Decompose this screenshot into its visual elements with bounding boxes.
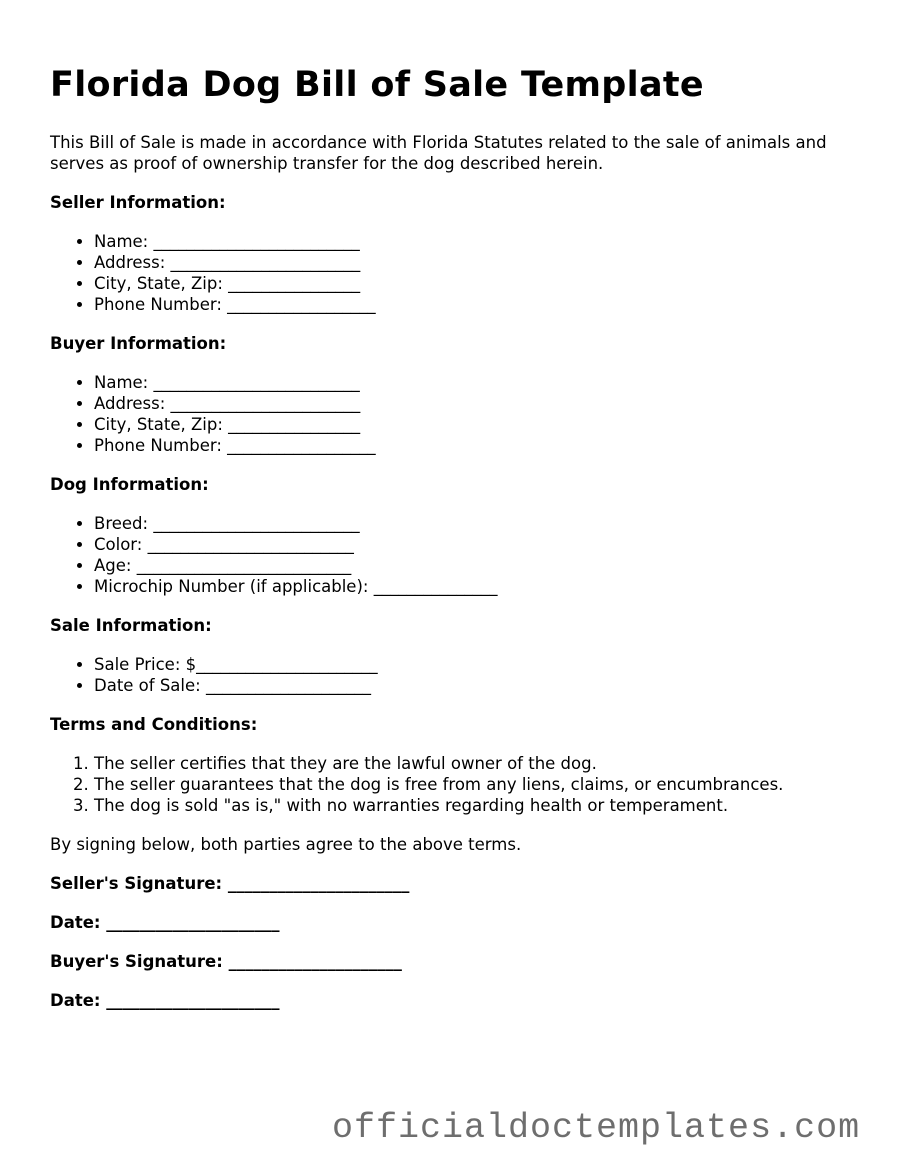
buyer-info-list	[50, 372, 870, 456]
blank-line[interactable]: ______________________	[227, 874, 410, 893]
blank-line[interactable]: _________________________	[153, 232, 360, 251]
intro-paragraph: This Bill of Sale is made in accordance with Florida Statutes related to the sale of animals and serves as proof of ownership transfer for the dog described herein.	[50, 133, 827, 173]
blank-line[interactable]: __________________	[227, 436, 376, 455]
seller-info-list	[50, 231, 870, 315]
buyer-phone-field: • Phone Number: __________________	[94, 435, 870, 456]
terms-list	[50, 753, 870, 816]
blank-line[interactable]: _______________	[373, 577, 498, 596]
sale-price-field: • Sale Price: $______________________	[94, 654, 870, 675]
page-title: Florida Dog Bill of Sale Template	[50, 65, 704, 105]
term-item: 3. The dog is sold "as is," with no warranties regarding health or temperament.	[94, 795, 870, 816]
seller-info-heading: Seller Information:	[50, 193, 226, 212]
blank-line[interactable]: _____________________	[106, 991, 280, 1010]
sale-date-field: • Date of Sale: ____________________	[94, 675, 870, 696]
dog-info-list	[50, 513, 870, 597]
document-page	[50, 62, 870, 1029]
blank-line[interactable]: __________________________	[136, 556, 352, 575]
dog-age-field: • Age: __________________________	[94, 555, 870, 576]
seller-signature-line: Seller's Signature: ______________________	[50, 874, 410, 893]
blank-line[interactable]: _______________________	[170, 253, 361, 272]
blank-line[interactable]: _________________________	[153, 514, 360, 533]
dog-color-field: • Color: _________________________	[94, 534, 870, 555]
sale-info-list	[50, 654, 870, 696]
dog-microchip-field: • Microchip Number (if applicable): _______________	[94, 576, 870, 597]
seller-date-line: Date: _____________________	[50, 913, 280, 932]
buyer-info-heading: Buyer Information:	[50, 334, 227, 353]
blank-line[interactable]: _____________________	[228, 952, 402, 971]
blank-line[interactable]: _________________________	[147, 535, 354, 554]
seller-address-field: • Address: _______________________	[94, 252, 870, 273]
seller-name-field: • Name: _________________________	[94, 231, 870, 252]
seller-phone-field: • Phone Number: __________________	[94, 294, 870, 315]
buyer-date-line: Date: _____________________	[50, 991, 280, 1010]
terms-heading: Terms and Conditions:	[50, 715, 258, 734]
term-item: 2. The seller guarantees that the dog is free from any liens, claims, or encumbrances.	[94, 774, 870, 795]
blank-line[interactable]: ________________	[228, 415, 361, 434]
buyer-signature-line: Buyer's Signature: _____________________	[50, 952, 402, 971]
buyer-address-field: • Address: _______________________	[94, 393, 870, 414]
blank-line[interactable]: ______________________	[196, 655, 378, 674]
seller-city-state-zip-field: • City, State, Zip: ________________	[94, 273, 870, 294]
sale-info-heading: Sale Information:	[50, 616, 212, 635]
dog-breed-field: • Breed: _________________________	[94, 513, 870, 534]
watermark: officialdoctemplates.com	[332, 1108, 861, 1148]
dog-info-heading: Dog Information:	[50, 475, 209, 494]
blank-line[interactable]: ____________________	[205, 676, 371, 695]
blank-line[interactable]: _______________________	[170, 394, 361, 413]
buyer-name-field: • Name: _________________________	[94, 372, 870, 393]
blank-line[interactable]: _________________________	[153, 373, 360, 392]
blank-line[interactable]: _____________________	[106, 913, 280, 932]
blank-line[interactable]: __________________	[227, 295, 376, 314]
agreement-statement: By signing below, both parties agree to the above terms.	[50, 835, 522, 854]
buyer-city-state-zip-field: • City, State, Zip: ________________	[94, 414, 870, 435]
blank-line[interactable]: ________________	[228, 274, 361, 293]
term-item: 1. The seller certifies that they are the lawful owner of the dog.	[94, 753, 870, 774]
